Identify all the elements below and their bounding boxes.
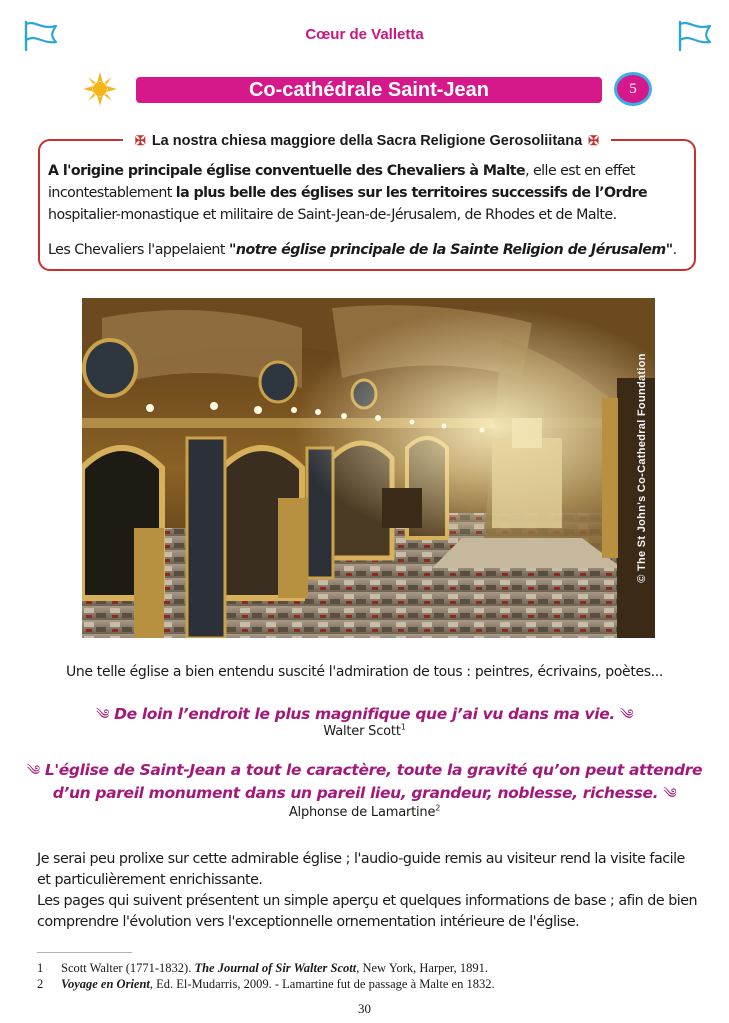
body-text: [37, 849, 699, 933]
footnote: [37, 976, 697, 992]
footnotes: [37, 960, 697, 992]
quote-lamartine-text-2: d’un pareil monument dans un pareil lieu, grandeur, noblesse, richesse.: [52, 784, 659, 802]
intro-paragraph-2: [48, 239, 690, 261]
body-paragraph-1: Je serai peu prolixe sur cette admirable église ; l'audio-guide remis au visiteur rend la visite facile et particulièrement enrichissante.: [37, 851, 685, 888]
photo-credit-text: © The St John's Co-Cathedral Foundation: [636, 353, 648, 583]
quote-scott-text: De loin l’endroit le plus magnifique que j’ai vu dans ma vie.: [114, 705, 615, 723]
quote-lamartine-line-2: [0, 782, 729, 805]
ornament-right-icon: ༄: [663, 786, 677, 802]
intro-box: [38, 133, 696, 271]
footnote-title: The Journal of Sir Walter Scott: [194, 961, 357, 975]
quote-lamartine-author: [0, 805, 729, 820]
intro-p2-quote: "notre église principale de la Sainte Religion de Jérusalem": [229, 242, 673, 258]
footnote-after: , Ed. El-Mudarris, 2009. - Lamartine fut de passage à Malte en 1832.: [149, 977, 495, 991]
maltese-cross-icon: ✠: [134, 133, 146, 148]
author-name: Alphonse de Lamartine: [288, 805, 436, 820]
chapter-title-banner: Co-cathédrale Saint-Jean: [136, 77, 602, 103]
running-header: Cœur de Valletta: [305, 26, 424, 43]
photo-credit: [631, 298, 653, 638]
footnote-text: [61, 960, 488, 976]
intro-text-2: hospitalier-monastique et militaire de Saint-Jean-de-Jérusalem, de Rhodes et de Malte.: [48, 207, 617, 223]
intro-bold-1: A l'origine principale église conventuelle des Chevaliers à Malte: [48, 163, 526, 179]
footnote-ref: 2: [435, 803, 441, 813]
cathedral-interior-photo: [82, 298, 655, 638]
footnote-after: , New York, Harper, 1891.: [356, 961, 488, 975]
intro-heading: [123, 133, 611, 149]
sun-icon: [83, 72, 117, 106]
footnote-number: 2: [37, 977, 44, 991]
footnote-before: Scott Walter (1771-1832).: [61, 961, 195, 975]
intro-p2-text: Les Chevaliers l'appelaient: [48, 242, 229, 258]
intro-text-1: , elle est en effet incontestablement: [48, 163, 635, 201]
maltese-cross-icon: ✠: [588, 133, 600, 148]
quote-scott: [0, 703, 729, 726]
footnote-number: 1: [37, 961, 44, 975]
intro-bold-2: la plus belle des églises sur les territoires successifs de l’Ordre: [175, 185, 648, 201]
ornament-right-icon: ༄: [619, 707, 633, 723]
photo-caption: Une telle église a bien entendu suscité l'admiration de tous : peintres, écrivains, poètes...: [66, 664, 663, 680]
intro-paragraph-1: [48, 160, 690, 226]
quote-scott-author: [0, 724, 729, 739]
footnote-ref: 1: [400, 722, 406, 732]
quote-lamartine: [0, 759, 729, 805]
footnote-text: [61, 976, 495, 992]
body-paragraph-2: Les pages qui suivent présentent un simple aperçu et quelques informations de base ; afin de bien comprendre l'évolution vers l'exceptionnelle ornementation intérieure de l'église.: [37, 893, 698, 930]
quote-lamartine-text-1: L'église de Saint-Jean a tout le caractère, toute la gravité qu’on peut attendre: [44, 761, 703, 779]
ornament-left-icon: ༄: [96, 707, 110, 723]
quote-lamartine-line-1: [0, 759, 729, 782]
chapter-number-badge: 5: [614, 72, 652, 106]
ornament-left-icon: ༄: [26, 763, 40, 779]
author-name: Walter Scott: [323, 724, 401, 739]
intro-p2-end: .: [672, 242, 677, 258]
footnote-title: Voyage en Orient: [61, 977, 150, 991]
footnote-divider: [37, 952, 132, 953]
intro-heading-text: La nostra chiesa maggiore della Sacra Religione Gerosoliitana: [151, 133, 583, 149]
footnote: [37, 960, 697, 976]
intro-heading-row: [80, 130, 654, 149]
page-number: 30: [358, 1001, 371, 1016]
